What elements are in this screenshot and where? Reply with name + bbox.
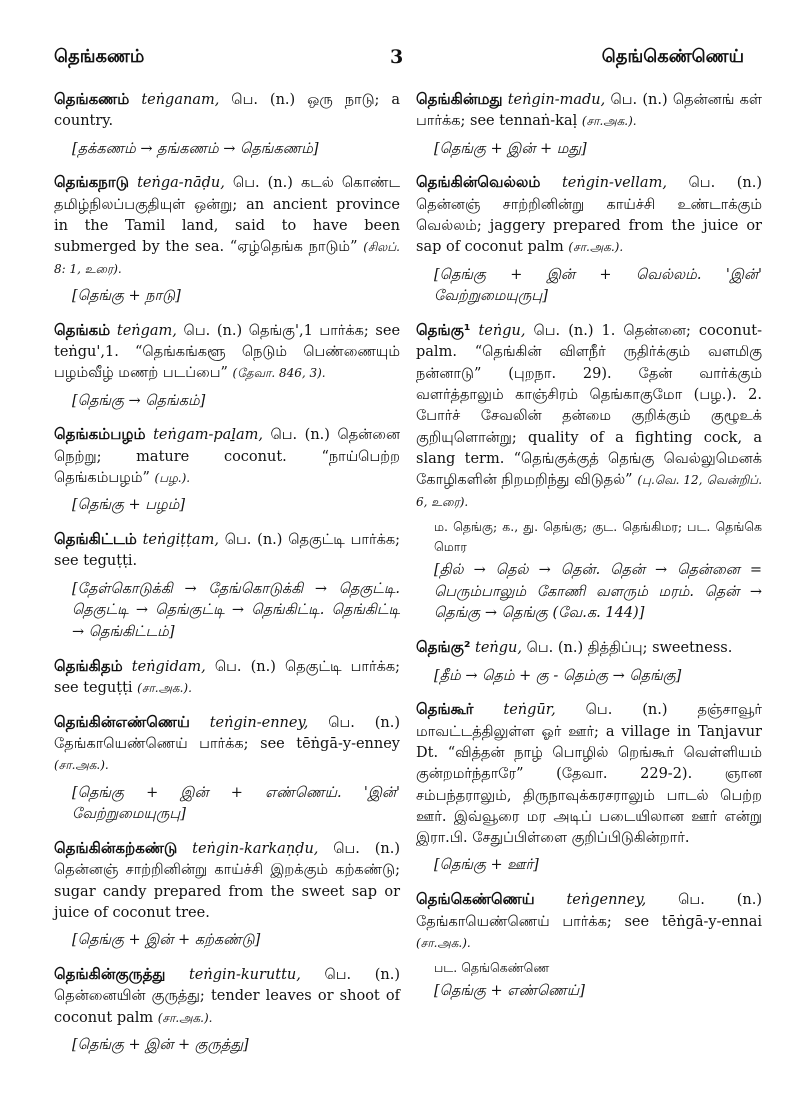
dictionary-entry bbox=[54, 319, 400, 413]
dictionary-entry bbox=[416, 888, 762, 1003]
page-number: 3 bbox=[390, 46, 404, 68]
transliteration: teṅgin-vellam, bbox=[561, 175, 667, 192]
citation: (சா.அக.). bbox=[416, 935, 471, 950]
transliteration: teṅgam, bbox=[116, 322, 177, 339]
right-column bbox=[416, 88, 762, 1014]
etymology: [தக்கணம் → தங்கணம் → தெங்கணம்] bbox=[72, 140, 319, 157]
english-gloss: sweetness. bbox=[652, 640, 733, 657]
dictionary-entry bbox=[416, 636, 762, 687]
header-right-guide-word: தெங்கெண்ணெய் bbox=[601, 46, 744, 67]
tamil-definition: தென்னையின் குருத்து; bbox=[54, 988, 205, 1005]
headword: தெங்கின்குருத்து bbox=[54, 965, 166, 983]
etymology: [தெங்கு → தெங்கம்] bbox=[72, 392, 206, 409]
etymology: [தெங்கு + பழம்] bbox=[72, 497, 186, 514]
transliteration: teṅgu, bbox=[475, 640, 522, 657]
english-gloss: jaggery prepared from the juice or sap of coconut palm bbox=[416, 218, 762, 256]
transliteration: teṅgūr, bbox=[503, 702, 556, 719]
tamil-definition: ஒரு நாடு; bbox=[307, 92, 380, 108]
etymology: [தெங்கு + இன் + எண்ணெய். 'இன்' வேற்றுமையுருபு] bbox=[72, 784, 400, 823]
part-of-speech: பெ. (n.) bbox=[183, 322, 243, 339]
tamil-definition: தெகுட்டி பார்க்க; bbox=[288, 532, 401, 549]
headword: தெங்கிட்டம் bbox=[54, 530, 137, 549]
transliteration: teṅganam, bbox=[141, 92, 220, 108]
etymology: [தெங்கு + இன் + மது] bbox=[434, 140, 587, 157]
tamil-definition: தென்னஞ் சாற்றினின்று காய்ச்சி உண்டாக்கும் வெல்லம்; bbox=[416, 196, 762, 234]
entry-body bbox=[416, 636, 762, 687]
part-of-speech: பெ. (n.) bbox=[688, 175, 762, 192]
dictionary-entry bbox=[416, 88, 762, 160]
part-of-speech: பெ. (n.) bbox=[231, 92, 296, 108]
part-of-speech: பெ. (n.) bbox=[526, 640, 584, 657]
etymology: [தெங்கு + எண்ணெய்] bbox=[434, 983, 585, 1000]
dictionary-entry bbox=[416, 319, 762, 625]
headword: தெங்கம் bbox=[54, 320, 111, 339]
english-gloss: mature coconut. “நாய்பெற்ற தெங்கம்பழம்” bbox=[54, 448, 400, 486]
citation: (சிலப். 8: 1, உரை). bbox=[54, 240, 400, 276]
citation: (சா.அக.). bbox=[137, 681, 192, 696]
headword: தெங்கநாடு bbox=[54, 173, 130, 192]
transliteration: teṅgin-karkaṇḍu, bbox=[192, 841, 319, 857]
headword: தெங்கெண்ணெய் bbox=[416, 890, 535, 909]
entry-body bbox=[54, 88, 400, 160]
dictionary-entry bbox=[54, 528, 400, 644]
english-gloss: tender leaves or shoot of coconut palm bbox=[54, 988, 400, 1026]
transliteration: teṅgin-kuruttu, bbox=[188, 967, 301, 983]
part-of-speech: பெ. (n.) bbox=[610, 92, 668, 108]
entry-body bbox=[416, 319, 762, 625]
english-gloss: see teguṭṭi. bbox=[54, 553, 138, 570]
english-gloss: see teṅgu',1. “தெங்கங்களூ நெடும் பெண்ணையும் பழம்வீழ் மணற் படப்பை” bbox=[54, 322, 401, 382]
tamil-definition: தென்னஞ் சாற்றினின்று காய்ச்சி இறக்கும் கற்கண்டு; bbox=[54, 862, 400, 879]
entry-body bbox=[54, 837, 400, 952]
headword: தெங்கின்கற்கண்டு bbox=[54, 839, 178, 857]
entry-body bbox=[416, 698, 762, 877]
etymology: [தெங்கு + இன் + குருத்து] bbox=[72, 1036, 249, 1053]
dictionary-entry bbox=[416, 698, 762, 877]
part-of-speech: பெ. (n.) bbox=[585, 702, 668, 719]
headword: தெங்கின்வெல்லம் bbox=[416, 173, 541, 192]
transliteration: teṅgenney, bbox=[566, 892, 647, 909]
transliteration: teṅga-nāḍu, bbox=[137, 175, 225, 192]
transliteration: teṅgidam, bbox=[131, 658, 206, 675]
citation: (சா.அக.). bbox=[157, 1010, 213, 1025]
entry-body bbox=[54, 171, 400, 307]
part-of-speech: பெ. (n.) bbox=[224, 532, 283, 549]
headword: தெங்கிதம் bbox=[54, 656, 123, 675]
transliteration: teṅgin-enney, bbox=[209, 714, 309, 731]
tamil-definition: தென்னங் கள் பார்க்க; bbox=[416, 92, 762, 130]
tamil-definition: தேங்காயெண்ணெய் பார்க்க; bbox=[416, 913, 612, 930]
tamil-definition: தென்னை நெற்று; bbox=[54, 427, 401, 465]
etymology: [தெங்கு + நாடு] bbox=[72, 287, 181, 304]
english-gloss: sugar candy prepared from the sweet sap or juice of coconut tree. bbox=[54, 883, 400, 921]
part-of-speech: பெ. (n.) bbox=[270, 427, 330, 444]
citation: (சா.அக.). bbox=[581, 114, 637, 129]
tamil-definition: தித்திப்பு; bbox=[587, 640, 648, 657]
english-gloss: an ancient province in the Tamil land, said to have been submerged by the sea. “ஏழ்தெங்க நாடும்” bbox=[54, 196, 400, 256]
headword: தெங்கின்மது bbox=[416, 90, 503, 108]
part-of-speech: பெ. (n.) bbox=[333, 841, 401, 857]
entry-body bbox=[416, 171, 762, 308]
headword: தெங்கு¹ bbox=[416, 321, 471, 340]
entry-body bbox=[54, 655, 400, 700]
english-gloss: coconut-palm. “தெங்கின் விளநீர் ருதிர்க்கும் வளமிகு நன்னாடு” (புறநா. 29). தேன் வார்க்கும் வளர்த்தாலும் காஞ்சிரம் தெங்காகுமோ (பழ.). 2. போர்ச் சேவலின் தன்மை குறிக்கும் குழூஉக் குறியுளொன்று; quality of a fighting cock, a slang term. “தெங்குக்குத் தெங்கு வெல்லுமெனக் கோழிகளின் நிறமறிந்து விடுதல்” bbox=[416, 323, 763, 489]
headword: தெங்கின்எண்ணெய் bbox=[54, 712, 190, 731]
english-gloss: a village in Tanjavur Dt. “வித்தன் நாழ் பொழில் றெங்கூர் வெள்ளியம் குன்றமர்ந்தாரே” (தேவா. 229-2). ஞான சம்பந்தராலும், திருநாவுக்கரசராலும் பாடல் பெற்ற ஊர். இவ்வூரை மர அடிப் படையிலான ஊர் என்று இரா.பி. சேதுப்பிள்ளை குறிப்பிடுகின்றார். bbox=[416, 723, 762, 847]
entry-body bbox=[54, 711, 400, 826]
dictionary-entry bbox=[54, 963, 400, 1057]
english-gloss: see tennaṅ-kaḷ bbox=[470, 113, 578, 130]
etymology: [தீம் → தெம் + கு - தெம்கு → தெங்கு] bbox=[434, 667, 682, 684]
english-gloss: see teguṭṭi bbox=[54, 680, 133, 697]
headword: தெங்கணம் bbox=[54, 90, 130, 108]
headword: தெங்கம்பழம் bbox=[54, 425, 146, 444]
entry-body bbox=[54, 528, 400, 644]
citation: (பழ.). bbox=[154, 471, 191, 485]
citation: (தேவா. 846, 3). bbox=[232, 366, 326, 381]
entry-body bbox=[416, 88, 762, 160]
tamil-definition: 1. தென்னை; bbox=[601, 323, 691, 340]
tamil-definition: தஞ்சாவூர் மாவட்டத்திலுள்ள ஓர் ஊர்; bbox=[416, 702, 762, 740]
part-of-speech: பெ. (n.) bbox=[678, 892, 762, 909]
headword: தெங்கு² bbox=[416, 638, 471, 657]
etymology: [தெங்கு + இன் + வெல்லம். 'இன்' வேற்றுமையுருபு] bbox=[434, 266, 762, 305]
transliteration: teṅgin-madu, bbox=[507, 92, 606, 108]
entry-body bbox=[54, 319, 400, 413]
etymology: [தேள்கொடுக்கி → தேங்கொடுக்கி → தெகுட்டி. தெகுட்டி → தெங்குட்டி → தெங்கிட்டி. தெங்கிட்டி → தெங்கிட்டம்] bbox=[72, 580, 400, 641]
entry-body bbox=[54, 963, 400, 1057]
citation: (பு.வெ. 12, வென்றிப். 6, உரை). bbox=[416, 473, 763, 509]
tamil-definition: தெகுட்டி பார்க்க; bbox=[284, 658, 401, 675]
english-gloss: see tēṅgā-y-enney bbox=[260, 735, 400, 752]
part-of-speech: பெ. (n.) bbox=[533, 323, 594, 340]
left-column bbox=[54, 88, 400, 1068]
dictionary-entry bbox=[416, 171, 762, 308]
etymology: [தில் → தெல் → தென். தென் → தென்னை = பெரும்பாலும் கோணி வளரும் மரம். தென் → தெங்கு → தெங்கு (வே.க. 144)] bbox=[434, 561, 762, 622]
entry-body bbox=[416, 888, 762, 1003]
etymology: [தெங்கு + ஊர்] bbox=[434, 857, 539, 874]
dictionary-entry bbox=[54, 837, 400, 952]
citation: (சா.அக.). bbox=[568, 240, 624, 255]
headword: தெங்கூர் bbox=[416, 700, 474, 719]
part-of-speech: பெ. (n.) bbox=[328, 714, 400, 731]
dictionary-entry bbox=[54, 88, 400, 160]
dictionary-entry bbox=[54, 423, 400, 517]
entry-body bbox=[54, 423, 400, 517]
cognates: பட. தெங்கெண்ணெ bbox=[434, 960, 550, 976]
tamil-definition: தெங்கு',1 பார்க்க; bbox=[248, 322, 369, 339]
transliteration: teṅgiṭṭam, bbox=[142, 532, 219, 549]
tamil-definition: தேங்காயெண்ணெய் பார்க்க; bbox=[54, 735, 249, 752]
etymology: [தெங்கு + இன் + கற்கண்டு] bbox=[72, 932, 261, 949]
part-of-speech: பெ. (n.) bbox=[324, 967, 401, 983]
cognates: ம. தெங்கு; க., து. தெங்கு; குட. தெங்கிமர; பட. தெங்கெ மொர bbox=[434, 518, 762, 554]
dictionary-entry bbox=[54, 655, 400, 700]
dictionary-entry bbox=[54, 171, 400, 307]
dictionary-entry bbox=[54, 711, 400, 826]
english-gloss: see tēṅgā-y-ennai bbox=[624, 913, 763, 930]
part-of-speech: பெ. (n.) bbox=[214, 658, 276, 675]
transliteration: teṅgu, bbox=[478, 323, 526, 340]
citation: (சா.அக.). bbox=[54, 758, 109, 773]
tamil-definition: கடல் கொண்ட தமிழ்நிலப்பகுதியுள் ஒன்று; bbox=[54, 175, 400, 213]
page-header bbox=[0, 46, 800, 76]
transliteration: teṅgam-paḻam, bbox=[153, 427, 263, 444]
english-gloss: a country. bbox=[54, 92, 401, 130]
part-of-speech: பெ. (n.) bbox=[232, 175, 293, 192]
header-left-guide-word: தெங்கணம் bbox=[54, 46, 145, 67]
